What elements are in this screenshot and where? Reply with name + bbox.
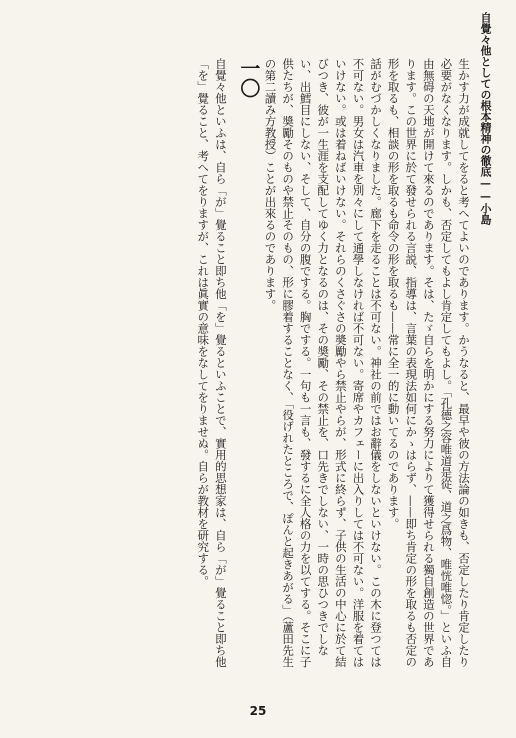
section-number: 一〇 xyxy=(236,58,261,98)
paragraph: 話がむづかしくなりました。廊下を走ることは不可ない。神社の前ではお辭儀をしないといけない。この木に登つては不可ない。男女は汽車を別々にして通學しなければ不可ない。寄席やカフェーに出入りしては不可ない。洋服を着てはいけない。或は着ねばいけない。それらのくさぐさの奬勵やら禁止やらが、形式に終らず、子供の生活の中心に於て結びつき、彼が一生涯を支配してゆく力となるのは、その奬勵、その禁止を、口先きでしない、一時の思ひつきでしない、出鱈目にしない、そして、自分の腹でする。胸でする。一句も一言も、發するに全人格の力を以てする。そこに子供たちが、奬勵そのものや禁止そのもの、形に膠着することなく、「役げれたところで、ぽんと起きあがる」（蘆田先生の第二讀み方教授）ことが出來るのであります。 xyxy=(263,58,384,668)
running-head: 自覺々他としての根本精神の徹底——小島 xyxy=(479,12,492,225)
body-text xyxy=(32,58,472,668)
paragraph: 自覺々他といふは、自ら「が」覺ること即ち他「を」覺るといふことで、實用的思想家は、自ら「が」覺ること即ち他「を」覺ること、考へてをりますが、これは眞實の意味をなしてをりませぬ。自らが教材を研究する。 xyxy=(196,58,228,668)
page-number: 25 xyxy=(249,704,267,718)
paragraph: 生かす力が成就してをると考へてよいのであります。かうなると、最早や彼の方法論の如きも、否定したり肯定したり必要がなくなります。しかも、否定してもよし肯定してもよし。「孔德之容唯道是從、道之爲物、唯恍唯惚。」といふ自由無碍の天地が開けて來るのであります。そは、たゞ自らを明かにする努力によりて獲得せられる獨自創造の世界であります。この世界に於て發せられる言説、指導は、言葉の表現法如何にかゝはらず、——即ち肯定の形を取るも否定の形を取るも、相談の形を取るも命令の形を取るも——常に全一的に動いてるのであります。 xyxy=(386,58,471,668)
